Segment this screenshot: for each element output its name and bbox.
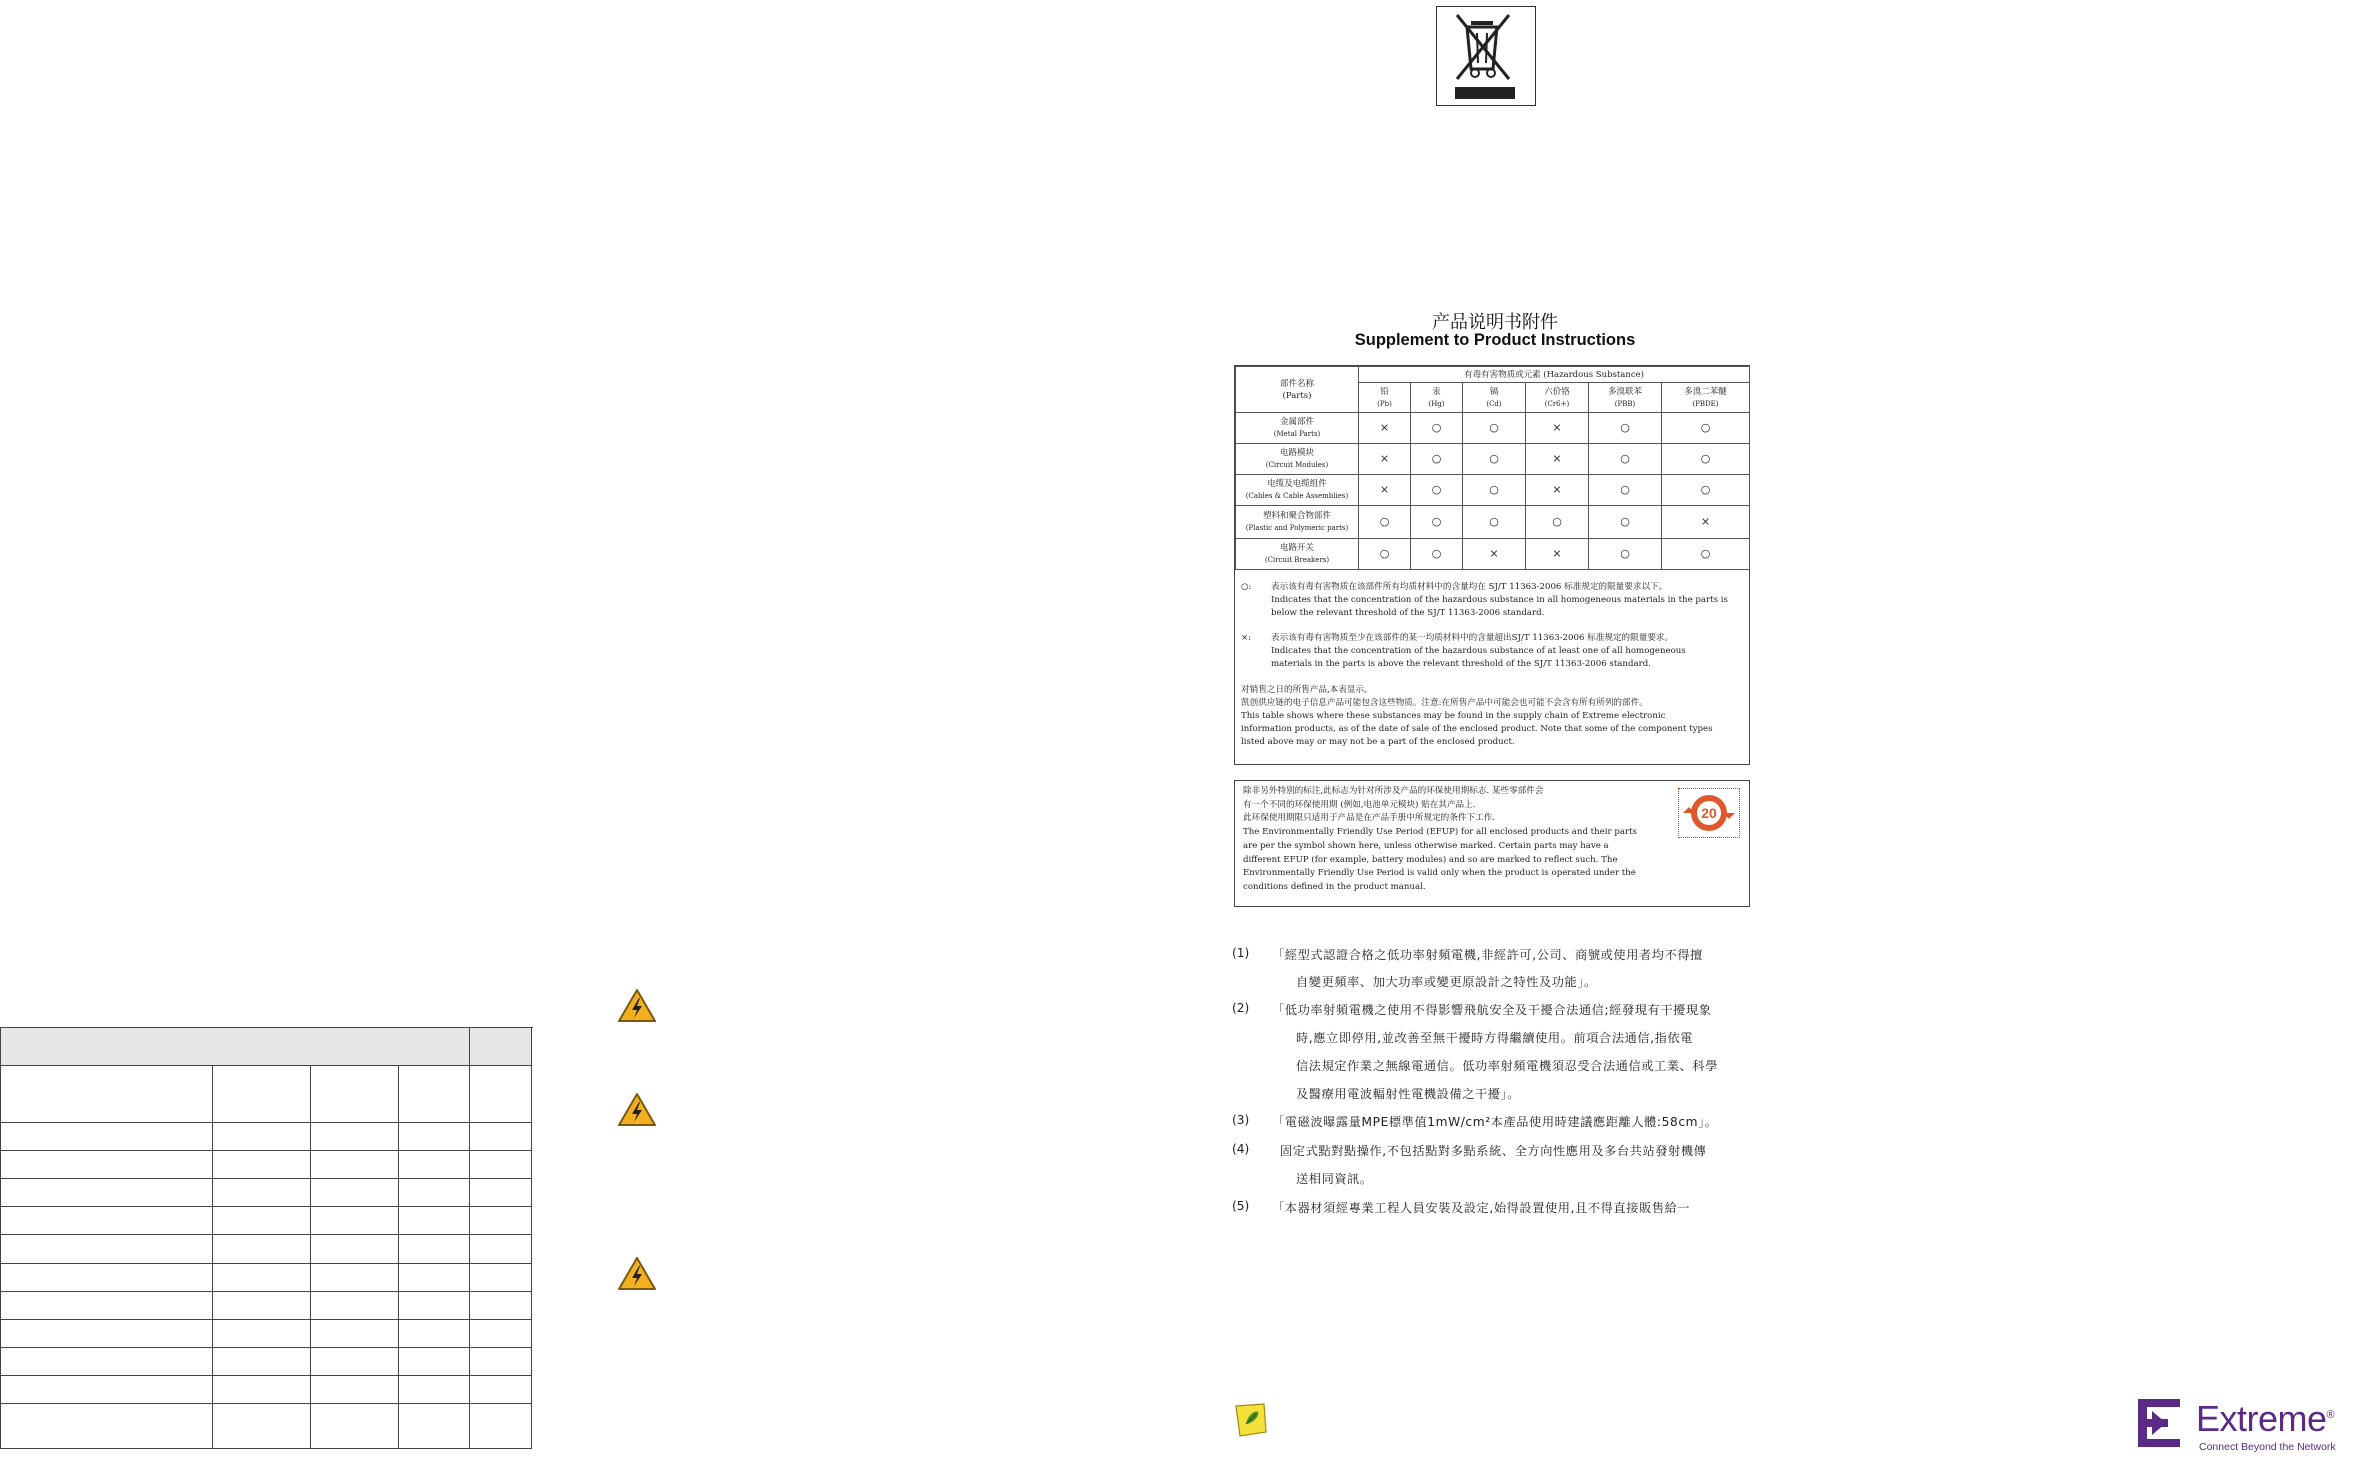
- table-row: 电缆及电缆组件 (Cables & Cable Assemblies) × ○ ○ × ○ ○: [1236, 475, 1750, 506]
- svg-text:20: 20: [1701, 805, 1717, 821]
- substance-cell: 六价铬 (Cr6+): [1526, 383, 1589, 413]
- extreme-logo-tagline: Connect Beyond the Network: [2199, 1441, 2336, 1453]
- weee-crossed-bin-icon: [1436, 6, 1536, 106]
- table-row: [1, 1319, 532, 1347]
- sale-note-en-3: listed above may or may not be a part of the enclosed product.: [1241, 737, 1515, 747]
- table-row: 电路模块 (Circuit Modules) × ○ ○ × ○ ○: [1236, 444, 1750, 475]
- sale-note-cn-2: 凯创供应链的电子信息产品可能包含这些物质。注意:在所售产品中可能会也可能不会含有所有所列的部件。: [1241, 698, 1648, 708]
- table-row: 塑料和聚合物部件 (Plastic and Polymeric parts) ○ ○ ○ ○ ○ ×: [1236, 506, 1750, 539]
- table-row: [1, 1179, 532, 1207]
- electrical-warning-icon: [617, 1256, 657, 1292]
- table-row: [1, 1123, 532, 1151]
- circle-note-cn: 表示该有毒有害物质在该部件所有均质材料中的含量均在 SJ/T 11363-2006 标准规定的限量要求以下。: [1271, 582, 1668, 592]
- table-row: 金属部件 (Metal Parts) × ○ ○ × ○ ○: [1236, 413, 1750, 444]
- table-row: [1, 1347, 532, 1375]
- ncc-item-text: 「低功率射頻電機之使用不得影響飛航安全及干擾合法通信;經發現有干擾現象: [1272, 1003, 1712, 1017]
- note-icon: [1234, 1402, 1268, 1438]
- ncc-item-text: 「經型式認證合格之低功率射頻電機,非經許可,公司、商號或使用者均不得擅: [1272, 948, 1703, 962]
- sale-note-en: This table shows where these substances may be found in the supply chain of Extreme electronic: [1241, 711, 1666, 721]
- table-row: [1, 1291, 532, 1319]
- ncc-item-number: (4): [1232, 1142, 1250, 1156]
- cross-note-en: Indicates that the concentration of the hazardous substance of at least one of all homogeneous: [1271, 646, 1686, 656]
- table-subheader-row: [1, 1066, 532, 1123]
- ncc-item-text: 信法規定作業之無線電通信。低功率射頻電機須忍受合法通信或工業、科學: [1296, 1059, 1718, 1073]
- supplement-title-en: Supplement to Product Instructions: [1354, 331, 1636, 349]
- ncc-item-text: 「本器材須經專業工程人員安裝及設定,始得設置使用,且不得直接販售給一: [1272, 1201, 1691, 1215]
- table-row: 电路开关 (Circuit Breakers) ○ ○ × × ○ ○: [1236, 539, 1750, 570]
- ncc-item-text: 固定式點對點操作,不包括點對多點系統、全方向性應用及多台共站發射機傳: [1280, 1144, 1707, 1158]
- ncc-item-text: 及醫療用電波輻射性電機設備之干擾」。: [1296, 1087, 1521, 1101]
- table-row: [1, 1403, 532, 1448]
- table-row: [1, 1151, 532, 1179]
- sale-note-cn: 对销售之日的所售产品,本表显示,: [1241, 685, 1367, 695]
- table-row: [1, 1207, 532, 1235]
- circle-symbol: ○:: [1241, 582, 1252, 592]
- table-row: [1, 1375, 532, 1403]
- table-row: [1, 1263, 532, 1291]
- sale-note-en-2: information products, as of the date of sale of the enclosed product. Note that some of the component types: [1241, 724, 1713, 734]
- ncc-item-number: (3): [1232, 1113, 1250, 1127]
- hazardous-substance-box: [1234, 365, 1750, 765]
- efup-box: [1234, 780, 1750, 907]
- efup-20-icon: [1678, 788, 1740, 838]
- table-row: [1, 1235, 532, 1263]
- circle-note-en-2: below the relevant threshold of the SJ/T 11363-2006 standard.: [1271, 608, 1545, 618]
- efup-text: 除非另外特别的标注,此标志为针对所涉及产品的环保使用期标志. 某些零部件会 有一个不同的环保使用期 (例如,电池单元模块) 贴在其产品上. 此环保使用期限只适用于产品是在产品手册中所规定的条件下工作. The Environmentally Friendly Use Period (EFUP) for all enclosed products and their parts are per the symbol shown here, unless otherwise marked. Certain parts may have a different EFUP (for example, battery modules) and so are marked to reflect such. The Environmentally Friendly Use Period is valid only when the product is operated under the conditions defined in the product manual.: [1243, 786, 1637, 892]
- extreme-logo-icon: [2138, 1399, 2180, 1447]
- ncc-item-text: 時,應立即停用,並改善至無干擾時方得繼續使用。前項合法通信,指依電: [1296, 1031, 1694, 1045]
- substance-cell: 多溴联苯 (PBB): [1589, 383, 1662, 413]
- ncc-item-text: 自變更頻率、加大功率或變更原設計之特性及功能」。: [1296, 975, 1597, 989]
- cross-symbol: ×:: [1241, 633, 1252, 643]
- electrical-warning-icon: [617, 1092, 657, 1128]
- supplement-title-cn: 产品说明书附件: [1432, 312, 1558, 333]
- electrical-warning-icon: [617, 988, 657, 1024]
- cross-note-en-2: materials in the parts is above the relevant threshold of the SJ/T 11363-2006 standard.: [1271, 659, 1651, 669]
- parts-header: 部件名称 (Parts): [1236, 367, 1359, 413]
- ncc-item-number: (2): [1232, 1001, 1250, 1015]
- substance-cell: 多溴二苯醚 (PBDE): [1662, 383, 1750, 413]
- substance-cell: 汞 (Hg): [1411, 383, 1463, 413]
- ncc-item-number: (5): [1232, 1199, 1250, 1213]
- ncc-item-text: 「電磁波曝露量MPE標準值1mW/cm²本產品使用時建議應距離人體:58cm」。: [1272, 1115, 1718, 1129]
- substance-cell: 镉 (Cd): [1463, 383, 1526, 413]
- hazardous-substance-table: [1235, 366, 1750, 570]
- ncc-item-number: (1): [1232, 946, 1250, 960]
- substance-cell: 铅 (Pb): [1359, 383, 1411, 413]
- empty-spec-table: [0, 1027, 532, 1449]
- circle-note-en: Indicates that the concentration of the hazardous substance in all homogeneous materials in the parts is: [1271, 595, 1728, 605]
- extreme-logo-wordmark: Extreme®: [2196, 1398, 2335, 1439]
- table-header-row: [1, 1028, 532, 1066]
- cross-note-cn: 表示该有毒有害物质至少在该部件的某一均质材料中的含量超出SJ/T 11363-2006 标准规定的限量要求。: [1271, 633, 1674, 643]
- substance-header: 有毒有害物质或元素 (Hazardous Substance): [1359, 367, 1750, 383]
- ncc-item-text: 送相同資訊。: [1296, 1172, 1373, 1186]
